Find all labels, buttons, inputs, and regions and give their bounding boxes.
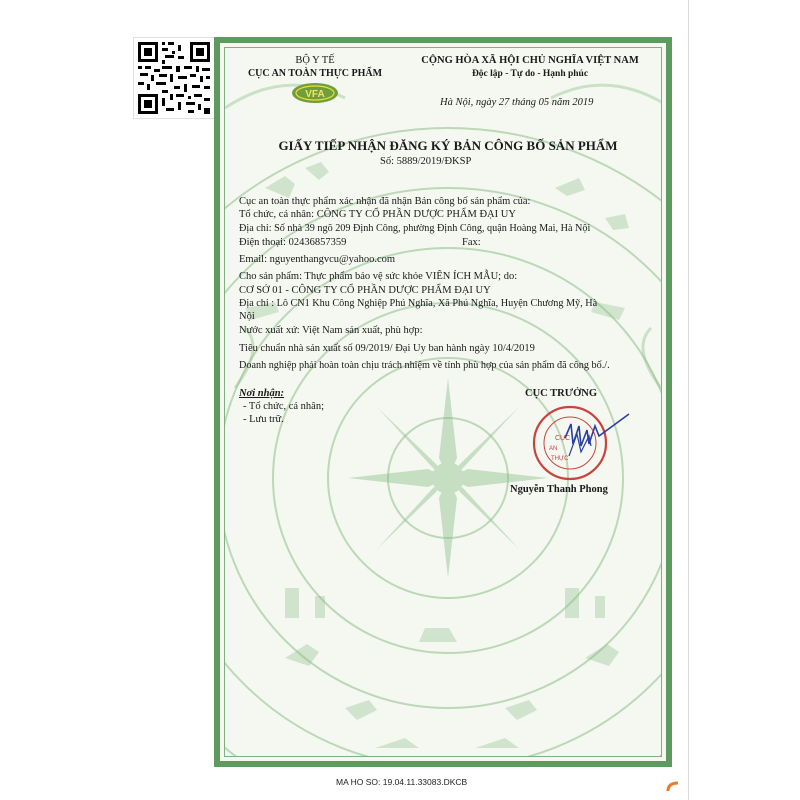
email: Email: nguyenthangvcu@yahoo.com — [239, 254, 396, 265]
certificate-title: GIẤY TIẾP NHẬN ĐĂNG KÝ BẢN CÔNG BỐ SẢN PHẨM — [278, 138, 618, 153]
facility-address-cont: Nội — [239, 311, 255, 322]
agency-name: CỤC AN TOÀN THỰC PHẨM — [247, 68, 383, 79]
responsibility-statement: Doanh nghiệp phải hoàn toàn chịu trách nhiệm về tính phù hợp của sản phẩm đã công bố./. — [239, 360, 610, 371]
recipient-item: - Tổ chức, cá nhân; — [243, 401, 325, 412]
vfa-logo-icon — [290, 82, 340, 104]
qr-code-icon — [133, 37, 215, 119]
recipients-label: Nơi nhận: — [239, 388, 285, 399]
certificate-sheet — [224, 47, 662, 757]
phone: Điện thoại: 02436857359 — [239, 237, 347, 248]
dossier-code: MA HO SO: 19.04.11.33083.DKCB — [336, 777, 468, 787]
standard: Tiêu chuẩn nhà sản xuất số 09/2019/ Đại Uy ban hành ngày 10/4/2019 — [239, 343, 535, 354]
certificate-frame — [214, 37, 672, 767]
brand-mark-icon — [666, 781, 680, 793]
ministry-name: BỘ Y TẾ — [295, 55, 335, 66]
facility-address: Địa chỉ : Lô CN1 Khu Công Nghiệp Phú Nghĩa, Xã Phú Nghĩa, Huyện Chương Mỹ, Hà — [239, 298, 598, 309]
republic-title: CỘNG HÒA XÃ HỘI CHỦ NGHĨA VIỆT NAM — [421, 55, 639, 66]
signer-name: Nguyễn Thanh Phong — [510, 484, 608, 495]
organization: Tổ chức, cá nhân: CÔNG TY CỔ PHẦN DƯỢC PHẨM ĐẠI UY — [239, 209, 516, 220]
red-seal-stamp — [525, 398, 645, 488]
svg-text:THỰC: THỰC — [551, 456, 569, 462]
origin: Nước xuất xứ: Việt Nam sản xuất, phù hợp: — [239, 325, 423, 336]
svg-text:CỤC: CỤC — [555, 435, 571, 442]
fax: Fax: — [462, 237, 481, 248]
product: Cho sản phẩm: Thực phẩm bảo vệ sức khỏe VIÊN ÍCH MẪU; do: — [239, 271, 518, 282]
viewer-divider — [688, 0, 689, 800]
body-intro: Cục an toàn thực phẩm xác nhận đã nhận Bản công bố sản phẩm của: — [239, 196, 531, 207]
signer-title: CỤC TRƯỞNG — [525, 388, 598, 399]
svg-text:VFA: VFA — [305, 89, 325, 100]
organization-address: Địa chỉ: Số nhà 39 ngõ 209 Định Công, phường Định Công, quận Hoàng Mai, Hà Nội — [239, 223, 591, 234]
place-date: Hà Nội, ngày 27 tháng 05 năm 2019 — [440, 97, 594, 108]
manufacturing-facility: CƠ SỞ 01 - CÔNG TY CỔ PHẦN DƯỢC PHẨM ĐẠI UY — [239, 285, 491, 296]
certificate-number: Số: 5889/2019/ĐKSP — [380, 156, 472, 167]
viewer-margin — [688, 0, 800, 800]
national-motto: Độc lập - Tự do - Hạnh phúc — [471, 69, 589, 79]
svg-text:AN: AN — [549, 446, 558, 452]
recipient-item: - Lưu trữ. — [243, 414, 284, 425]
